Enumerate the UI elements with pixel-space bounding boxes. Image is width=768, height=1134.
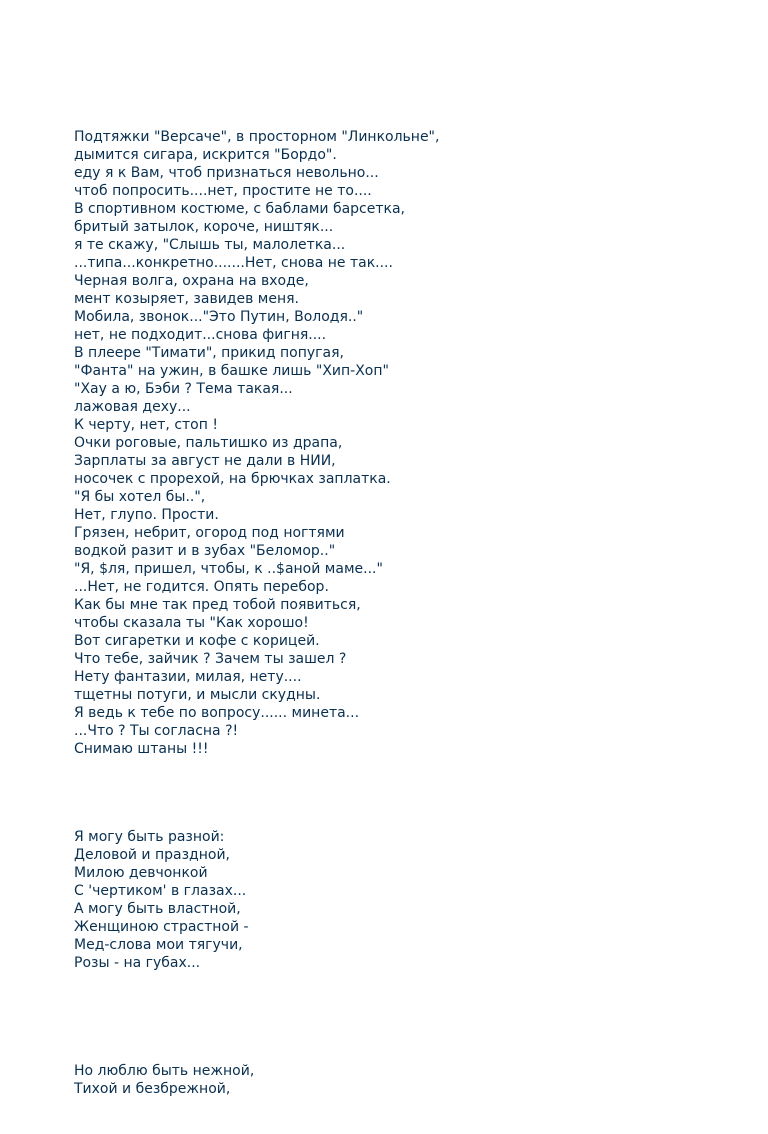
poem-line: Подтяжки "Версаче", в просторном "Линкольне",	[74, 129, 440, 145]
stanza-gap	[74, 1008, 254, 1026]
poem-line: Снимаю штаны !!!	[74, 741, 209, 757]
poem-line: Грязен, небрит, огород под ногтями	[74, 525, 345, 541]
poem-line: мент козыряет, завидев меня.	[74, 291, 299, 307]
poem-line: "Я, $ля, пришел, чтобы, к ..$аной маме..."	[74, 561, 383, 577]
poem-line: Тихой и безбрежной,	[74, 1081, 231, 1097]
poem-line: К черту, нет, стоп !	[74, 417, 218, 433]
poem-line: Я могу быть разной:	[74, 829, 225, 845]
poem-line: Но люблю быть нежной,	[74, 1063, 255, 1079]
poem-line: чтобы сказала ты "Как хорошо!	[74, 615, 309, 631]
poem-line: Вот сигаретки и кофе с корицей.	[74, 633, 320, 649]
poem-two-stanza-two	[74, 1062, 254, 1098]
poem-line: Черная волга, охрана на входе,	[74, 273, 309, 289]
poem-line: А могу быть властной,	[74, 901, 241, 917]
poem-line: Женщиною страстной -	[74, 919, 249, 935]
poem-line: ...Что ? Ты согласна ?!	[74, 723, 239, 739]
poem-line: Как бы мне так пред тобой появиться,	[74, 597, 361, 613]
poem-two-stanza-one	[74, 828, 254, 972]
poem-line: "Я бы хотел бы..",	[74, 489, 206, 505]
poem-line: я те скажу, "Слышь ты, малолетка...	[74, 237, 346, 253]
poem-one	[74, 128, 439, 758]
poem-line: Нету фантазии, милая, нету....	[74, 669, 302, 685]
poem-line: В спортивном костюме, с баблами барсетка,	[74, 201, 406, 217]
poem-line: Милою девчонкой	[74, 865, 208, 881]
poem-line: Я ведь к тебе по вопросу...... минета...	[74, 705, 360, 721]
poem-line: ...Нет, не годится. Опять перебор.	[74, 579, 329, 595]
poem-line: лажовая деху...	[74, 399, 191, 415]
poem-line: "Хау а ю, Бэби ? Тема такая...	[74, 381, 293, 397]
poem-line: Что тебе, зайчик ? Зачем ты зашел ?	[74, 651, 347, 667]
poem-line: носочек с прорехой, на брючках заплатка.	[74, 471, 391, 487]
poem-line: Очки роговые, пальтишко из драпа,	[74, 435, 343, 451]
poem-line: Зарплаты за август не дали в НИИ,	[74, 453, 336, 469]
poem-line: Розы - на губах...	[74, 955, 201, 971]
poem-line: тщетны потуги, и мысли скудны.	[74, 687, 321, 703]
poem-two	[74, 792, 254, 1134]
poem-line: Мобила, звонок..."Это Путин, Володя.."	[74, 309, 364, 325]
poem-line: В плеере "Тимати", прикид попугая,	[74, 345, 344, 361]
poem-line: чтоб попросить....нет, простите не то....	[74, 183, 372, 199]
poem-line: С 'чертиком' в глазах...	[74, 883, 247, 899]
poem-line: Деловой и праздной,	[74, 847, 230, 863]
poem-line: "Фанта" на ужин, в башке лишь "Хип-Хоп"	[74, 363, 389, 379]
poem-line: нет, не подходит...снова фигня....	[74, 327, 327, 343]
poem-line: Мед-слова мои тягучи,	[74, 937, 243, 953]
poem-line: бритый затылок, короче, ништяк...	[74, 219, 334, 235]
poem-line: дымится сигара, искрится "Бордо".	[74, 147, 337, 163]
poem-line: ...типа...конкретно.......Нет, снова не так....	[74, 255, 393, 271]
poem-line: Нет, глупо. Прости.	[74, 507, 219, 523]
poem-line: еду я к Вам, чтоб признаться невольно...	[74, 165, 379, 181]
poem-line: водкой разит и в зубах "Беломор.."	[74, 543, 336, 559]
